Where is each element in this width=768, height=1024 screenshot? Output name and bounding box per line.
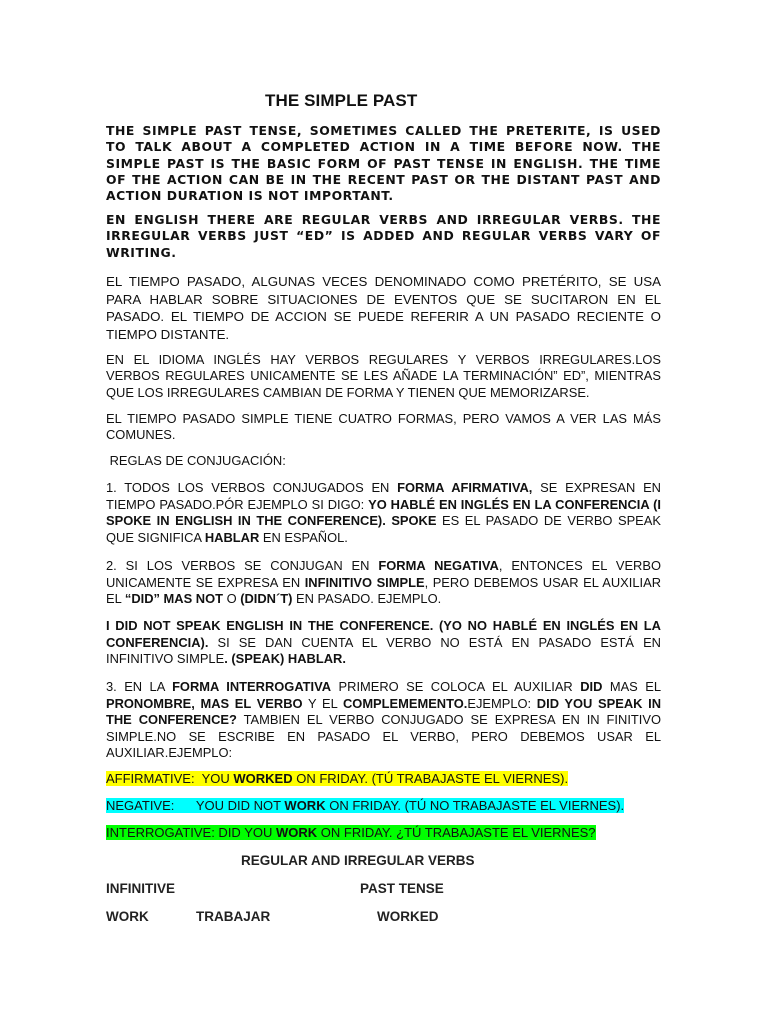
aff-text-c: ON FRIDAY. (TÚ TRABAJASTE EL VIERNES). — [292, 771, 569, 786]
rule1-text-b: FORMA AFIRMATIVA, — [397, 480, 533, 495]
rule3-text-e: MAS EL — [602, 679, 661, 694]
example-affirmative — [106, 770, 568, 788]
paragraph-verbs-en: EN ENGLISH THERE ARE REGULAR VERBS AND IRREGULAR VERBS. THE IRREGULAR VERBS JUST “ED” IS ADDED AND REGULAR VERBS VARY OF WRITING. — [106, 212, 661, 260]
rule3-text-j: DID YOU SPEAK IN THE CONFERENCE? — [106, 695, 662, 727]
rule2-text-b: FORMA NEGATIVA — [378, 558, 499, 573]
rule2-text-e: , PERO DEBEMOS USAR EL AUXILIAR EL — [106, 574, 662, 606]
rule-negative — [106, 558, 661, 608]
column-infinitive: INFINITIVE — [106, 881, 176, 896]
rule2-text-h: (DIDN´T) — [240, 591, 293, 606]
aff-text-a: AFFIRMATIVE: YOU — [106, 771, 234, 786]
verbs-table-heading: REGULAR AND IRREGULAR VERBS — [241, 853, 475, 868]
inter-text-c: ON FRIDAY. ¿TÚ TRABAJASTE EL VIERNES? — [317, 825, 596, 840]
row-work-infinitive: WORK — [106, 909, 149, 924]
row-work-past: WORKED — [377, 909, 439, 924]
neg-text-c: ON FRIDAY. (TÚ NO TRABAJASTE EL VIERNES). — [325, 798, 625, 813]
rule1-text-f: HABLAR — [204, 529, 260, 545]
inter-text-a: INTERROGATIVE: DID YOU — [106, 825, 276, 840]
section-heading-rules: REGLAS DE CONJUGACIÓN: — [106, 453, 286, 468]
paragraph-verbs-es: EN EL IDIOMA INGLÉS HAY VERBOS REGULARES Y VERBOS IRREGULARES.LOS VERBOS REGULARES UNICAMENTE SE LES AÑADE LA TERMINACIÓN” ED”, MIENTRAS QUE LOS IRREGULARES CAMBIAN DE FORMA Y TIENEN QUE MEMORIZARSE. — [106, 352, 661, 400]
column-past-tense: PAST TENSE — [360, 881, 444, 896]
rule3-text-c: PRIMERO SE COLOCA EL AUXILIAR — [331, 679, 581, 694]
rule3-text-b: FORMA INTERROGATIVA — [172, 679, 332, 694]
rule2ex-text-a: I DID NOT SPEAK ENGLISH IN THE CONFERENCE. (YO NO HABLÉ EN INGLÉS EN LA CONFERENCIA). — [106, 618, 661, 650]
neg-text-a: NEGATIVE: YOU DID NOT — [106, 798, 285, 813]
rule3-text-a: 3. EN LA — [106, 679, 173, 694]
rule1-text-e: ES EL PASADO DE VERBO SPEAK QUE SIGNIFICA — [106, 513, 661, 545]
rule3-text-h: COMPLEMEMENTO. — [342, 695, 468, 711]
rule2ex-text-b: SI SE DAN CUENTA EL VERBO NO ESTÁ EN PASADO ESTÁ EN INFINITIVO SIMPLE — [106, 634, 661, 666]
rule3-text-d: DID — [580, 679, 603, 694]
rule2-text-f: “DID” MAS NOT — [124, 591, 223, 606]
page-title: THE SIMPLE PAST — [265, 91, 418, 110]
rule3-text-f: PRONOMBRE, MAS EL VERBO — [106, 695, 303, 711]
aff-text-b: WORKED — [233, 771, 293, 786]
example-interrogative — [106, 824, 596, 842]
rule2-text-a: 2. SI LOS VERBOS SE CONJUGAN EN — [106, 558, 379, 573]
rule3-text-i: EJEMPLO: — [467, 695, 537, 711]
inter-text-b: WORK — [275, 825, 318, 840]
rule1-text-g: EN ESPAÑOL. — [259, 529, 348, 545]
interrogative-highlight — [106, 825, 596, 840]
row-work-translation: TRABAJAR — [196, 909, 271, 924]
rule2-text-i: EN PASADO. EJEMPLO. — [292, 591, 442, 606]
rule2-text-d: INFINITIVO SIMPLE — [304, 574, 425, 590]
negative-highlight — [106, 798, 624, 813]
neg-text-b: WORK — [284, 798, 326, 813]
example-negative — [106, 797, 624, 815]
affirmative-highlight — [106, 771, 568, 786]
rule1-text-d: YO HABLÉ EN INGLÉS EN LA CONFERENCIA (I SPOKE IN ENGLISH IN THE CONFERENCE). SPOKE — [106, 496, 661, 528]
paragraph-forms-es: EL TIEMPO PASADO SIMPLE TIENE CUATRO FORMAS, PERO VAMOS A VER LAS MÁS COMUNES. — [106, 411, 661, 443]
rule1-text-c: SE EXPRESAN EN TIEMPO PASADO.PÓR EJEMPLO SI DIGO: — [106, 480, 661, 512]
rule2-text-c: , ENTONCES EL VERBO UNICAMENTE SE EXPRESA EN — [106, 558, 661, 590]
rule3-text-k: TAMBIEN EL VERBO CONJUGADO SE EXPRESA EN IN FINITIVO SIMPLE.NO SE ESCRIBE EN PASADO EL VERBO, PERO DEBEMOS USAR EL AUXILIAR.EJEMPLO: — [106, 712, 661, 760]
rule3-text-g: Y EL — [302, 695, 343, 711]
rule2-text-g: O — [222, 591, 241, 606]
paragraph-definition-en: THE SIMPLE PAST TENSE, SOMETIMES CALLED THE PRETERITE, IS USED TO TALK ABOUT A COMPLETED ACTION IN A TIME BEFORE NOW. THE SIMPLE PAST IS THE BASIC FORM OF PAST TENSE IN ENGLISH. THE TIME OF THE ACTION CAN BE IN THE RECENT PAST OR THE DISTANT PAST AND ACTION DURATION IS NOT IMPORTANT. — [106, 123, 661, 204]
rule-interrogative — [106, 679, 661, 762]
rule-negative-example — [106, 618, 661, 668]
paragraph-definition-es: EL TIEMPO PASADO, ALGUNAS VECES DENOMINADO COMO PRETÉRITO, SE USA PARA HABLAR SOBRE SITUACIONES DE EVENTOS QUE SE SUCITARON EN EL PASADO. EL TIEMPO DE ACCION SE PUEDE REFERIR A UN PASADO RECIENTE O TIEMPO DISTANTE. — [106, 274, 661, 342]
rule2ex-text-c: . (SPEAK) HABLAR. — [224, 651, 346, 666]
rule-affirmative — [106, 480, 661, 546]
rule1-text-a: 1. TODOS LOS VERBOS CONJUGADOS EN — [106, 480, 398, 495]
